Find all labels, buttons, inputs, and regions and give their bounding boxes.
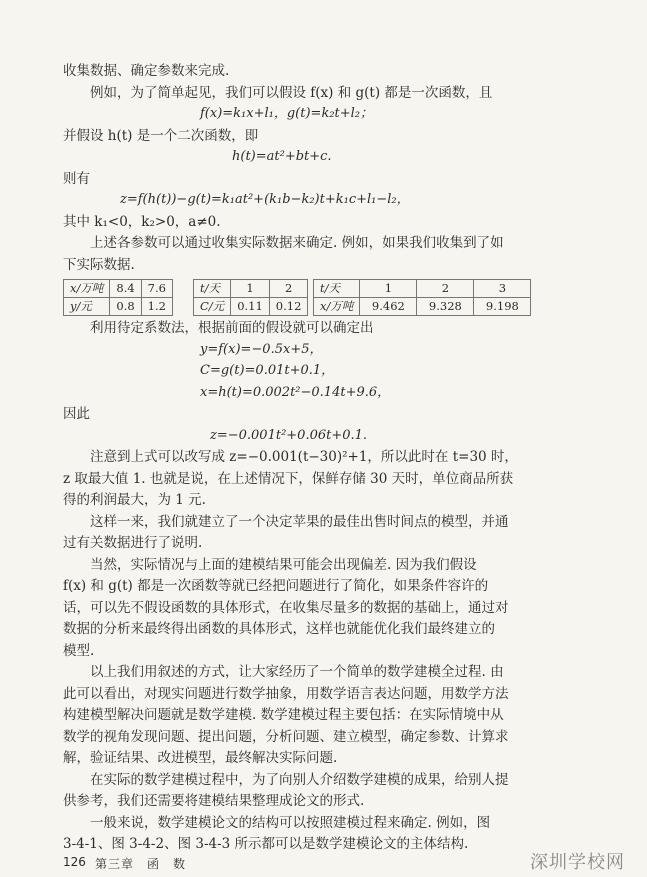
text-line: 解，验证结果、改进模型，最终解决实际问题.: [63, 750, 338, 766]
table-cell: 8.4: [110, 280, 141, 298]
data-table-t-x: [313, 279, 531, 316]
text-line: 并假设 h(t) 是一个二次函数，即: [63, 127, 259, 144]
text-line: 下实际数据.: [63, 256, 135, 273]
table-cell: 0.8: [110, 298, 141, 316]
data-table-t-c: [193, 279, 308, 316]
table-cell: y/元: [64, 298, 110, 316]
text-line: 则有: [63, 170, 90, 187]
text-line: 供参考，我们还需要将建模结果整理成论文的形式.: [63, 793, 365, 809]
table-cell: 0.12: [269, 298, 308, 316]
chapter-label: 第三章 函 数: [95, 857, 187, 871]
text-line: 话，可以先不假设函数的具体形式，在收集尽量多的数据的基础上，通过对: [63, 599, 509, 616]
data-table-x-y: [63, 279, 173, 316]
text-line: 模型.: [63, 642, 95, 659]
text-line: 这样一来，我们就建立了一个决定苹果的最佳出售时间点的模型，并通: [90, 513, 509, 530]
text-line: 构建模型解决问题就是数学建模. 数学建模过程主要包括：在实际情境中从: [63, 707, 504, 723]
table-cell: 1: [360, 280, 417, 298]
text-line: 因此: [63, 406, 90, 422]
table-cell: t/天: [194, 280, 231, 298]
equation: z=f(h(t))−g(t)=k₁at²+(k₁b−k₂)t+k₁c+l₁−l₂，: [120, 192, 410, 207]
text-line: 过有关数据进行了说明.: [63, 535, 203, 551]
equation: z=−0.001t²+0.06t+0.1.: [210, 427, 368, 443]
text-line: 数学的视角发现问题、提出问题，分析问题、建立模型，确定参数、计算求: [63, 728, 509, 745]
table-cell: C/元: [194, 298, 231, 316]
text-line: 一般来说，数学建模论文的结构可以按照建模过程来确定. 例如，图: [90, 814, 491, 831]
text-line: 例如，为了简单起见，我们可以假设 f(x) 和 g(t) 都是一次函数，且: [90, 84, 493, 101]
equation: f(x)=k₁x+l₁，g(t)=k₂t+l₂；: [200, 106, 374, 121]
table-cell: 9.328: [417, 298, 474, 316]
table-cell: 1: [231, 280, 270, 298]
table-cell: 7.6: [141, 280, 172, 298]
text-line: 以上我们用叙述的方式，让大家经历了一个简单的数学建模全过程. 由: [90, 664, 504, 680]
table-cell: t/天: [314, 280, 360, 298]
text-line: 当然，实际情况与上面的建模结果可能会出现偏差. 因为我们假设: [90, 556, 477, 573]
text-line: 上述各参数可以通过收集实际数据来确定. 例如，如果我们收集到了如: [90, 235, 504, 251]
text-line: 在实际的数学建模过程中，为了向别人介绍数学建模的成果，给别人提: [90, 771, 509, 788]
equation: h(t)=at²+bt+c.: [232, 149, 332, 164]
page-number: 126: [63, 855, 86, 869]
equation: C=g(t)=0.01t+0.1，: [200, 363, 335, 378]
text-line: 收集数据、确定参数来完成.: [63, 63, 230, 79]
text-line: f(x) 和 g(t) 都是一次函数等就已经把问题进行了简化，如果条件容许的: [63, 578, 489, 594]
text-line: 利用待定系数法，根据前面的假设就可以确定出: [90, 320, 374, 336]
text-line: 得的利润最大，为 1 元.: [63, 492, 206, 508]
table-cell: x/万吨: [314, 298, 360, 316]
table-cell: 2: [269, 280, 308, 298]
table-cell: 1.2: [141, 298, 172, 316]
text-line: 此可以看出，对现实问题进行数学抽象，用数学语言表达问题，用数学方法: [63, 685, 509, 702]
table-cell: x/万吨: [64, 280, 110, 298]
watermark: 深圳学校网: [530, 852, 625, 873]
text-line: 其中 k₁<0，k₂>0，a≠0.: [63, 213, 221, 230]
text-line: 数据的分析来最终得出函数的具体形式，这样也就能优化我们最终建立的: [63, 621, 495, 637]
table-cell: 9.462: [360, 298, 417, 316]
table-cell: 9.198: [474, 298, 531, 316]
text-line: 3-4-1、图 3-4-2、图 3-4-3 所示都可以是数学建模论文的主体结构.: [63, 836, 469, 852]
table-cell: 3: [474, 280, 531, 298]
equation: x=h(t)=0.002t²−0.14t+9.6，: [200, 384, 391, 400]
table-cell: 2: [417, 280, 474, 298]
table-cell: 0.11: [231, 298, 270, 316]
equation: y=f(x)=−0.5x+5，: [200, 341, 323, 357]
text-line: z 取最大值 1. 也就是说，在上述情况下，保鲜存储 30 天时，单位商品所获: [63, 470, 514, 487]
text-line: 注意到上式可以改写成 z=−0.001(t−30)²+1，所以此时在 t=30 时，: [90, 449, 518, 465]
